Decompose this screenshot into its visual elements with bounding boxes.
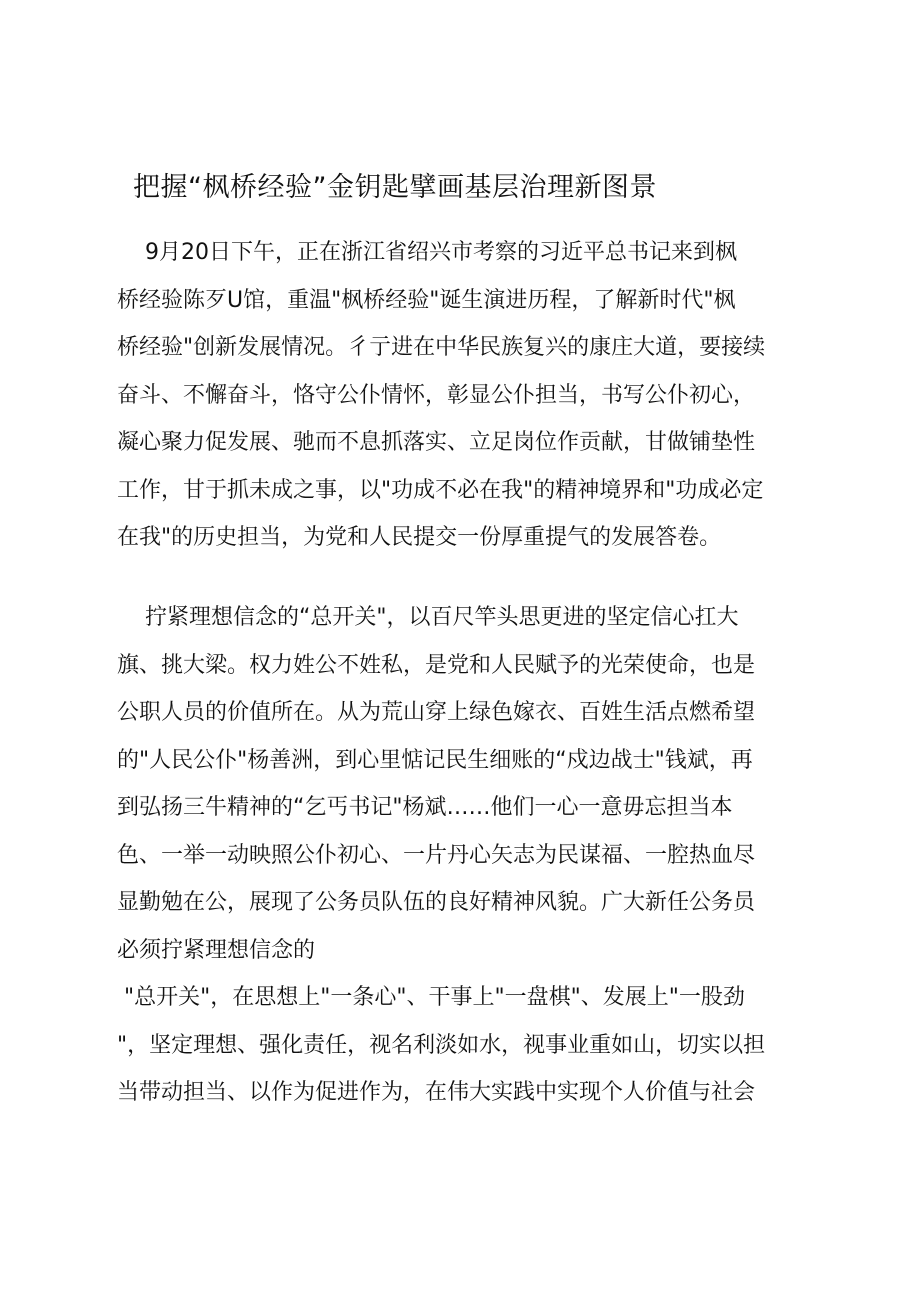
paragraph-line: 桥经验陈歹U馆，重温"枫桥经验"诞生演进历程，了解新时代"枫 [117,287,736,313]
paragraph-line: 桥经验"创新发展情况。彳亍进在中华民族复兴的康庄大道，要接续 [117,335,766,360]
document-title: 把握“枫桥经验”金钥匙擘画基层治理新图景 [133,172,657,203]
paragraph-2 [117,594,807,1117]
paragraph-line: 必须拧紧理想信念的 [117,937,316,963]
paragraph-line: 到弘扬三牛精神的“乞丐书记"杨斌……他们一心一意毋忘担当本 [117,795,733,820]
paragraph-line: 凝心聚力促发展、驰而不息抓落实、立足岗位作贡献，甘做铺垫性 [117,430,756,455]
paragraph-line: 色、一举一动映照公仆初心、一片丹心矢志为民谋福、一腔热血尽 [117,842,756,868]
paragraph-line: 公职人员的价值所在。从为荒山穿上绿色嫁衣、百姓生活点燃希望 [117,700,756,725]
paragraph-1 [117,229,807,562]
paragraph-line: 奋斗、不懈奋斗，恪守公仆情怀，彰显公仆担当，书写公仆初心， [117,382,756,408]
paragraph-line: 工作，甘于抓未成之事，以"功成不必在我"的精神境界和"功成必定 [117,477,764,503]
paragraph-line: 在我"的历史担当，为党和人民提交一份厚重提气的发展答卷。 [117,525,722,550]
paragraph-line: 拧紧理想信念的“总开关"，以百尺竿头思更进的坚定信心扛大 [117,605,739,630]
paragraph-line: 9月20日下午，正在浙江省绍兴市考察的习近平总书记来到枫 [117,240,737,265]
paragraph-line: 的"人民公仆"杨善洲，到心里惦记民生细账的“戍边战士"钱斌，再 [117,747,753,773]
paragraph-line: 旗、挑大梁。权力姓公不姓私，是党和人民赋予的光荣使命，也是 [117,652,756,678]
paragraph-line: "总开关"，在思想上"一条心"、干事上"一盘棋"、发展上"一股劲 [117,985,745,1010]
paragraph-line: 当带动担当、以作为促进作为，在伟大实践中实现个人价值与社会 [117,1080,756,1105]
paragraph-line: "，坚定理想、强化责任，视名利淡如水，视事业重如山，切实以担 [117,1032,766,1058]
paragraph-line: 显勤勉在公，展现了公务员队伍的良好精神风貌。广大新任公务员 [117,890,756,915]
